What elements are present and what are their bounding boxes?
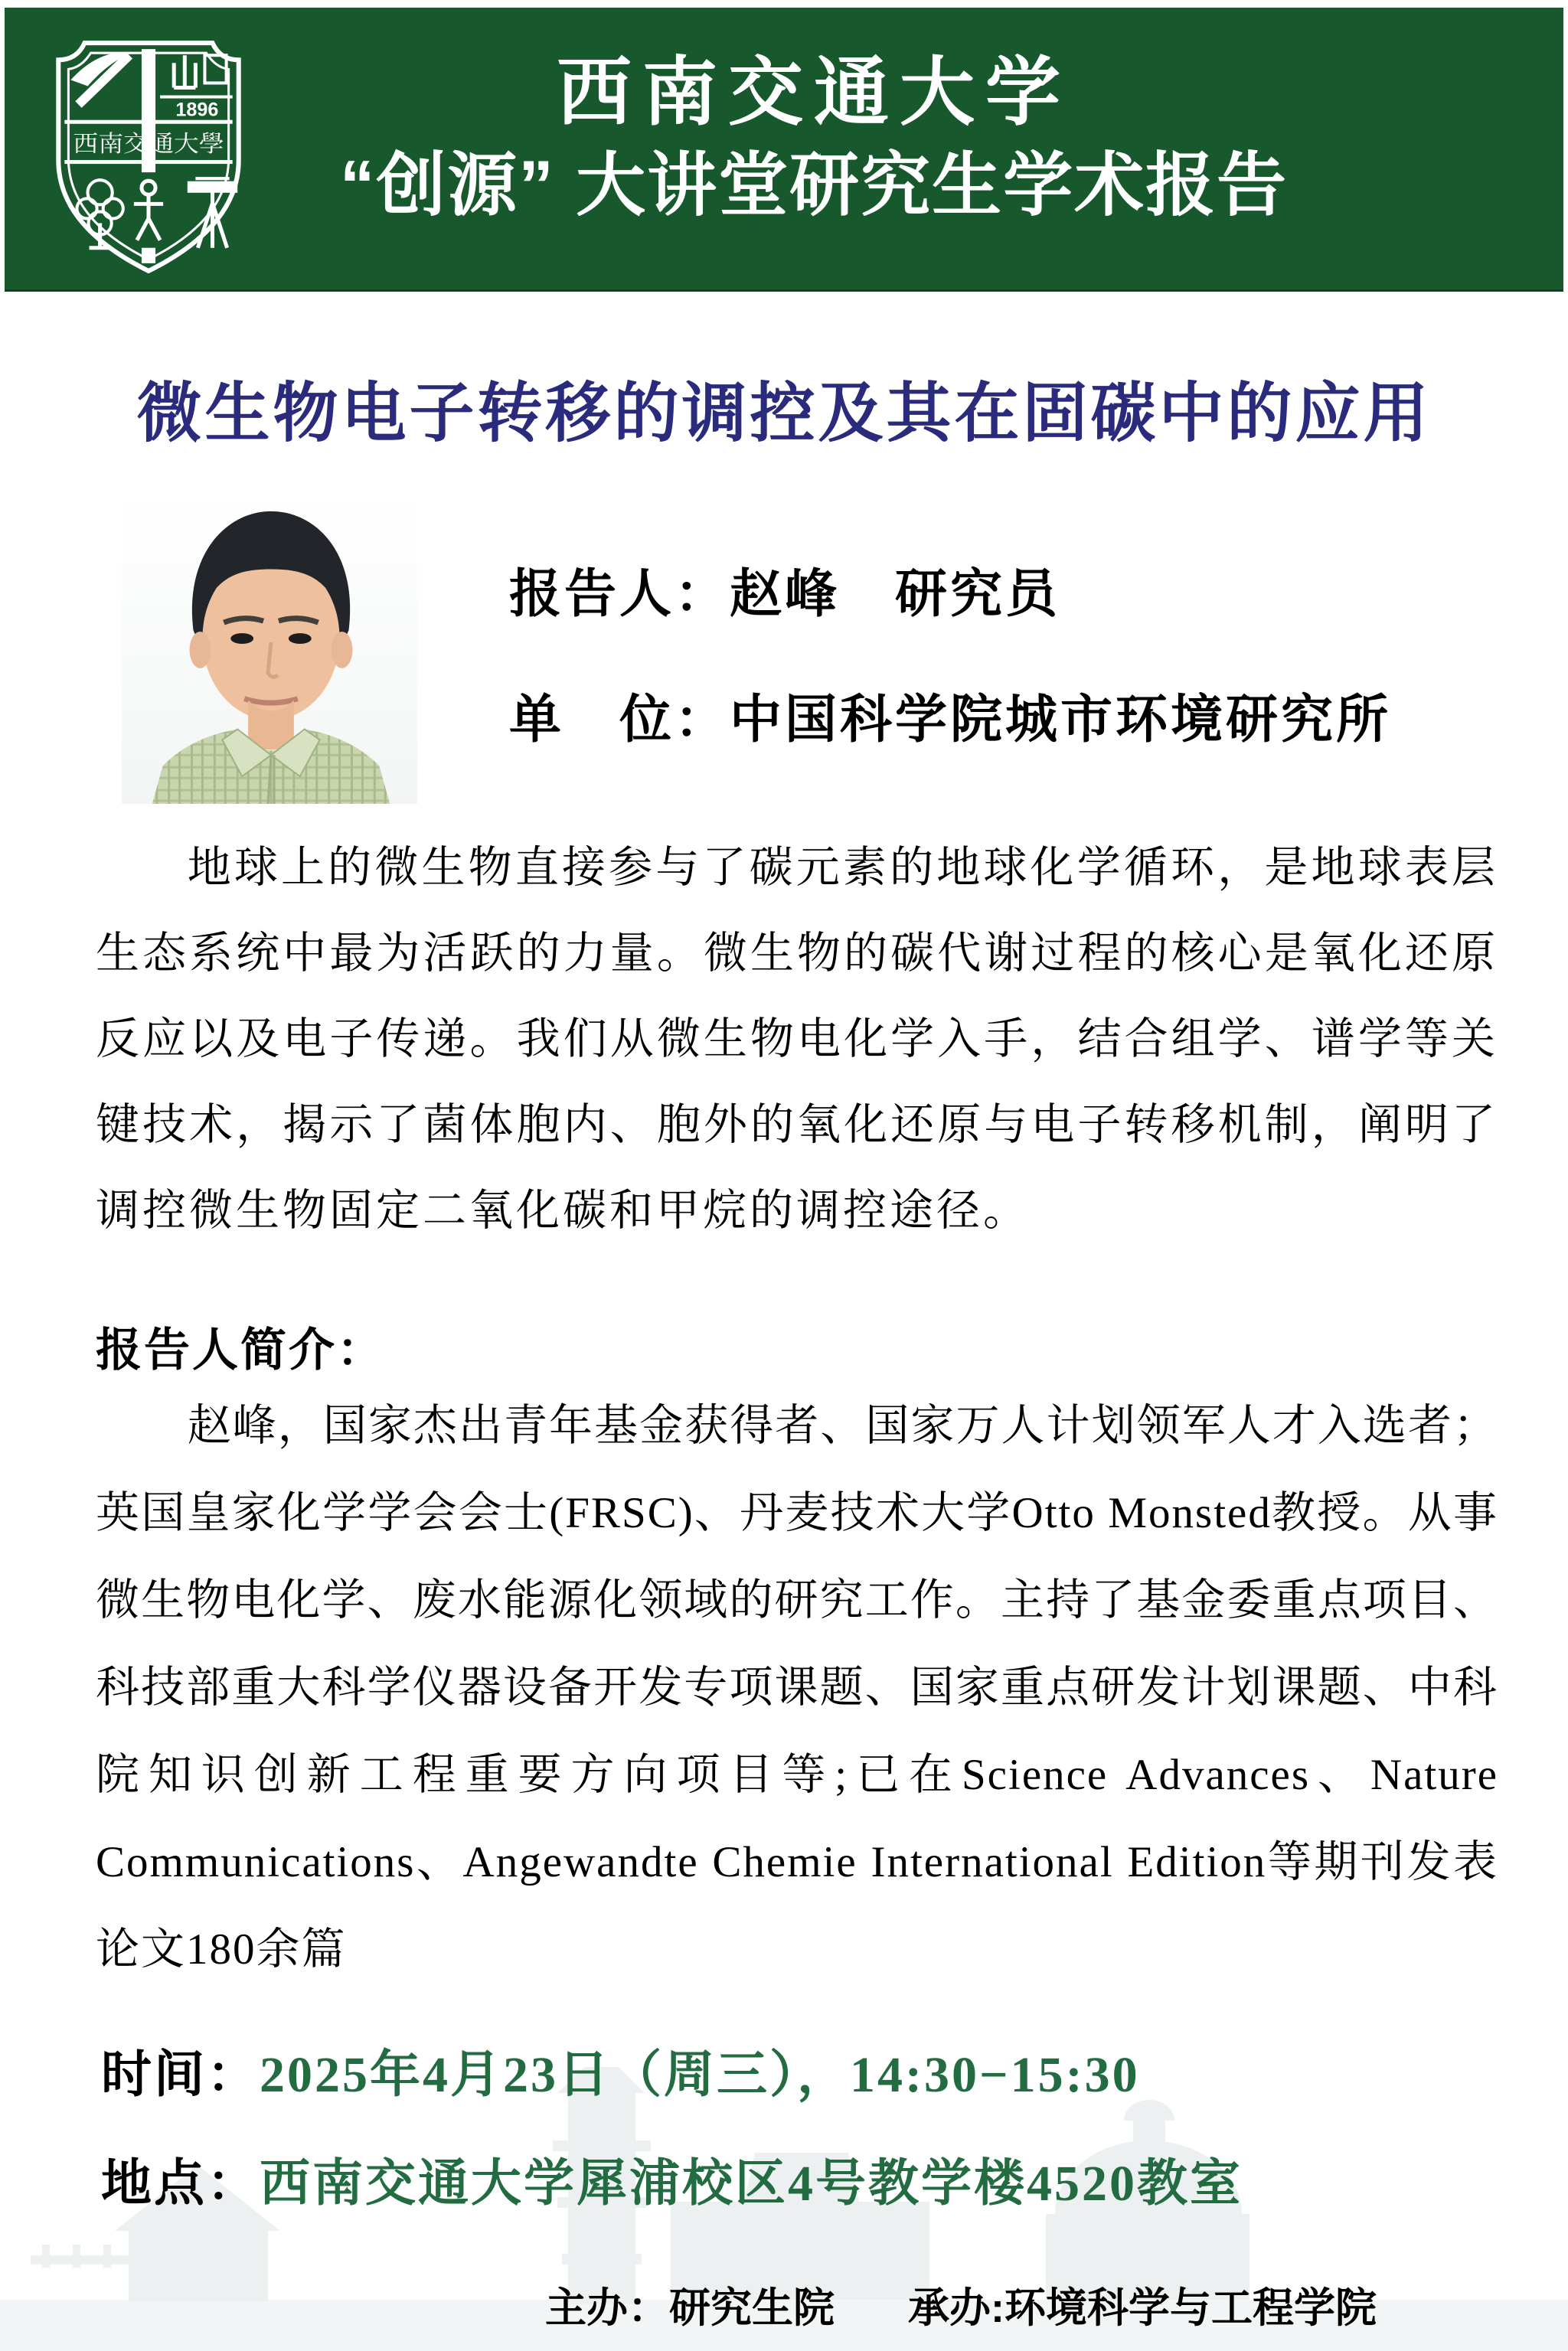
header-banner [5,8,1563,292]
time-row [101,2033,1140,2106]
speaker-info [509,565,1392,749]
footer [545,2275,1377,2334]
time-label: 时间： [101,2046,260,2102]
speaker-photo [121,491,418,804]
bio-paragraph: 赵峰，国家杰出青年基金获得者、国家万人计划领军人才入选者；英国皇家化学学会会士(FRSC)、丹麦技术大学Otto Monsted教授。从事微生物电化学、废水能源化领域的研究工作。主持了基金委重点项目、科技部重大科学仪器设备开发专项课题、国家重点研发计划课题、中科院知识创新工程重要方向项目等;已在Science Advances、Nature Communications、Angewandte Chemie International Edition等期刊发表论文180余篇 [96,1402,1498,1974]
organizer-value: 环境科学与工程学院 [1004,2285,1377,2331]
logo-year: 1896 [175,99,219,121]
university-name: 西南交通大学 [556,50,1071,134]
organizer-label: 承办: [908,2285,1004,2331]
bio-heading: 报告人简介： [96,1324,385,1376]
host-label: 主办： [545,2285,669,2331]
speaker-name-row [509,565,1391,623]
talk-title: 微生物电子转移的调控及其在固碳中的应用 [136,377,1432,450]
time-value: 2025年4月23日（周三），14:30−15:30 [260,2047,1140,2103]
venue-row [101,2142,1243,2215]
venue-value: 西南交通大学犀浦校区4号教学楼4520教室 [260,2156,1243,2212]
host-value: 研究生院 [669,2285,835,2331]
host-item [545,2275,835,2334]
abstract-paragraph: 地球上的微生物直接参与了碳元素的地球化学循环，是地球表层生态系统中最为活跃的力量。微生物的碳代谢过程的核心是氧化还原反应以及电子传递。我们从微生物电化学入手，结合组学、谱学等关键技术，揭示了菌体胞内、胞外的氧化还原与电子转移机制，阐明了调控微生物固定二氧化碳和甲烷的调控途径。 [96,844,1498,1235]
venue-label: 地点： [101,2154,260,2211]
speaker-name: 赵峰 研究员 [730,565,1061,623]
affiliation-value: 中国科学院城市环境研究所 [730,691,1392,749]
speaker-label: 报告人： [509,565,730,623]
lecture-series-title: “创源” 大讲堂研究生学术报告 [339,146,1289,224]
organizer-item [908,2275,1377,2334]
header-text [64,51,1563,225]
logo-calligraphy: 西南交通大學 [73,130,224,157]
affiliation-label: 单 位： [509,691,730,749]
speaker-affiliation-row [509,691,1392,749]
